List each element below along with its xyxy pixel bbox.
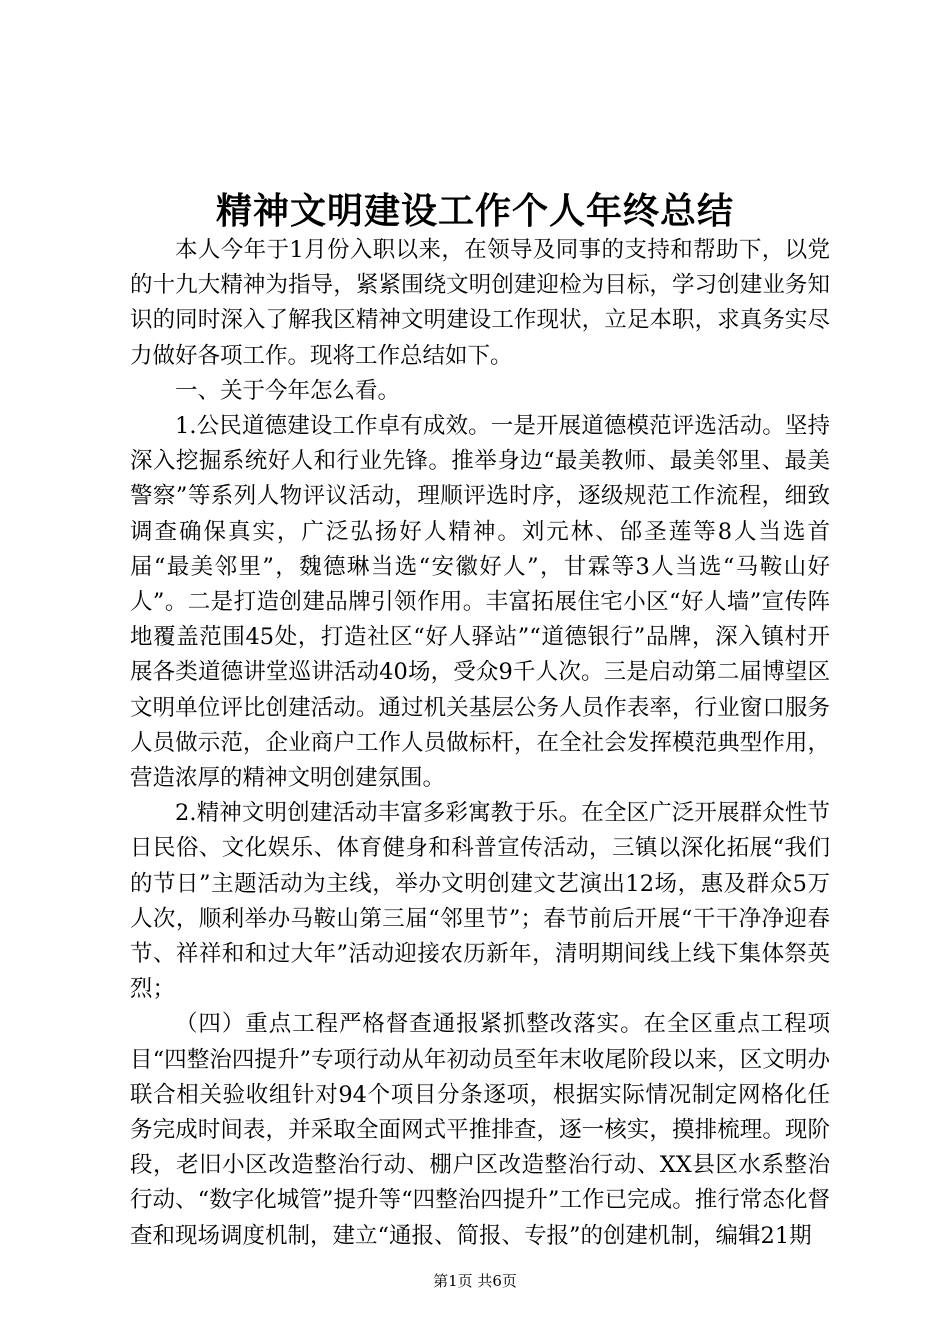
- paragraph-key-projects: （四）重点工程严格督查通报紧抓整改落实。在全区重点工程项目“四整治四提升”专项行动从年初动员至年末收尾阶段以来，区文明办联合相关验收组针对94个项目分条逐项，根据实际情况制定网格化任务完成时间表，并采取全面网式平推排查，逐一核实，摸排梳理。现阶段，老旧小区改造整治行动、棚户区改造整治行动、XX县区水系整治行动、“数字化城管”提升等“四整治四提升”工作已完成。推行常态化督查和现场调度机制，建立“通报、简报、专报”的创建机制，编辑21期: [130, 1011, 830, 1249]
- paragraph-section-heading: 一、关于今年怎么看。: [175, 377, 401, 404]
- paragraph-intro: 本人今年于1月份入职以来，在领导及同事的支持和帮助下，以党的十九大精神为指导，紧紧围绕文明创建迎检为目标，学习创建业务知识的同时深入了解我区精神文明建设工作现状，立足本职，求真务实尽力做好各项工作。现将工作总结如下。: [130, 237, 830, 369]
- document-body: [130, 233, 830, 1254]
- page-number-footer: 第1页 共6页: [433, 1272, 517, 1290]
- document-title: 精神文明建设工作个人年终总结: [215, 190, 734, 232]
- paragraph-moral-construction: 1.公民道德建设工作卓有成效。一是开展道德模范评选活动。坚持深入挖掘系统好人和行业先锋。推举身边“最美教师、最美邻里、最美警察”等系列人物评议活动，理顺评选时序，逐级规范工作流程，细致调查确保真实，广泛弘扬好人精神。刘元林、邰圣莲等8人当选首届“最美邻里”，魏德琳当选“安徽好人”，甘霖等3人当选“马鞍山好人”。二是打造创建品牌引领作用。丰富拓展住宅小区“好人墙”宣传阵地覆盖范围45处，打造社区“好人驿站”“道德银行”品牌，深入镇村开展各类道德讲堂巡讲活动40场，受众9千人次。三是启动第二届博望区文明单位评比创建活动。通过机关基层公务人员作表率，行业窗口服务人员做示范，企业商户工作人员做标杆，在全社会发挥模范典型作用，营造浓厚的精神文明创建氛围。: [130, 413, 830, 792]
- paragraph-civilization-activities: 2.精神文明创建活动丰富多彩寓教于乐。在全区广泛开展群众性节日民俗、文化娱乐、体育健身和科普宣传活动，三镇以深化拓展“我们的节日”主题活动为主线，举办文明创建文艺演出12场，惠及群众5万人次，顺利举办马鞍山第三届“邻里节”；春节前后开展“干干净净迎春节、祥祥和和过大年”活动迎接农历新年，清明期间线上线下集体祭英烈；: [130, 800, 830, 1003]
